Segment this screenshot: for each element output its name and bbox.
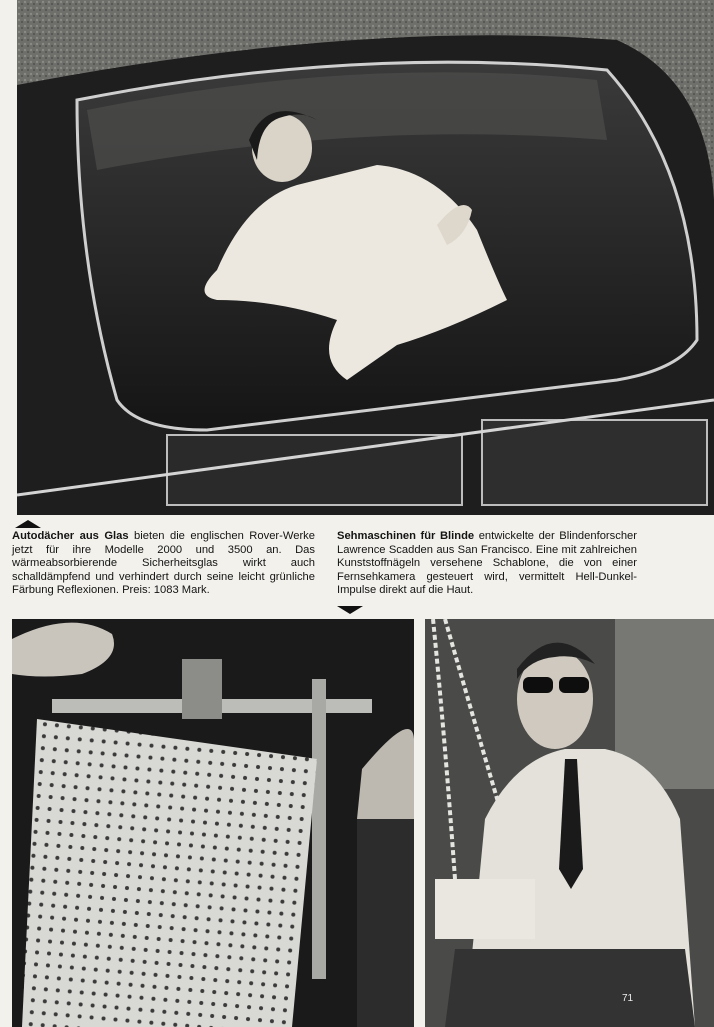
triangle-up-icon [15, 520, 41, 528]
caption-left-text: bieten die englischen Rover-Werke jetzt für ihre Modelle 2000 und 3500 an. Das wärmeabsorbierende Sicherheitsglas wirkt auch schalldämpfend und verhindert durch seine leicht grünliche Färbung Reflexionen. Preis: 1083 Mark. [12, 530, 315, 597]
page-number: 71 [622, 993, 634, 1004]
caption-right-text: entwickelte der Blindenforscher Lawrence Scadden aus San Francisco. Eine mit zahlreichen Kunststoffnägeln versehene Schablone, die von einer Fernsehkamera gesteuert wird, vermittelt Hell-Dunkel-Impulse direkt auf die Haut. [337, 530, 638, 597]
caption-seeing-machine [337, 530, 637, 598]
pin-template-illustration [12, 619, 414, 1027]
blind-researcher-photo [425, 619, 714, 1027]
pin-template-photo [12, 619, 414, 1027]
caption-glass-roof [12, 530, 315, 598]
triangle-down-icon [337, 606, 363, 614]
glass-roof-car-photo [17, 0, 714, 515]
caption-right-title: Sehmaschinen für Blinde [337, 530, 475, 542]
caption-left-title: Autodächer aus Glas [12, 530, 129, 542]
glass-roof-car-illustration [17, 0, 714, 515]
blind-researcher-illustration [425, 619, 714, 1027]
